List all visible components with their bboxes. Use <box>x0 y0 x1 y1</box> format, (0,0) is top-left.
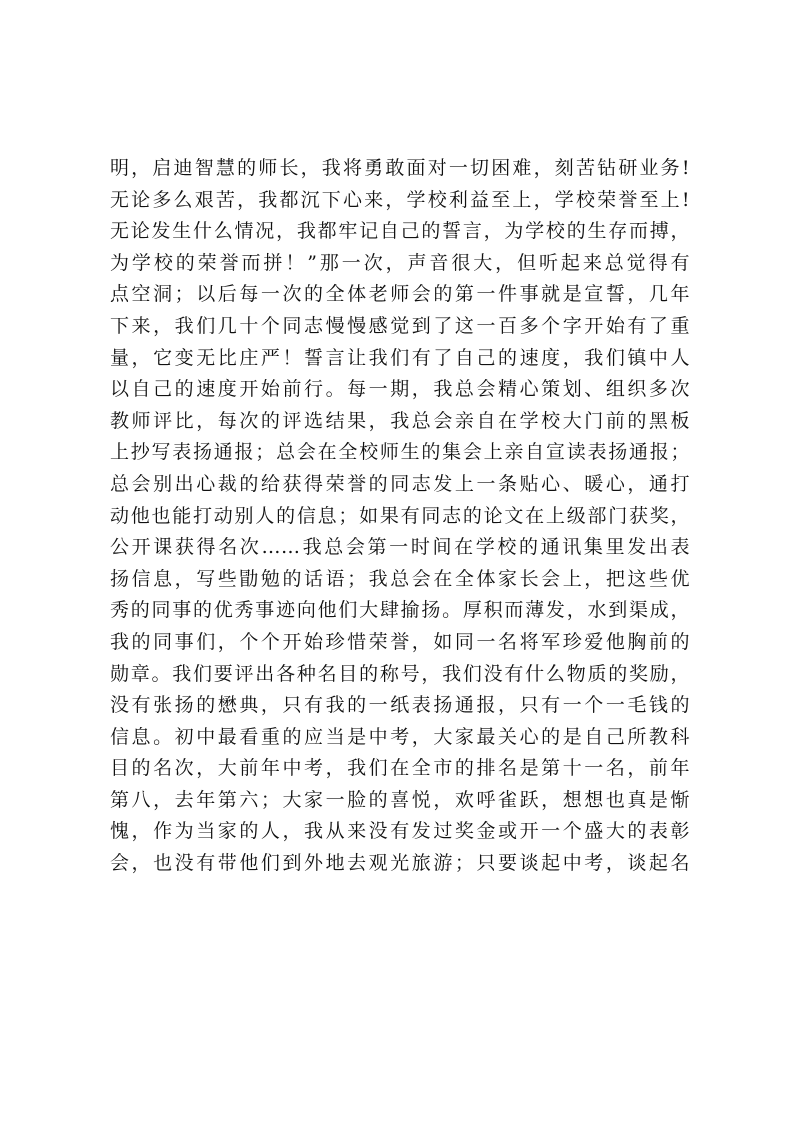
text-line: 教师评比，每次的评选结果，我总会亲自在学校大门前的黑板 <box>110 409 690 432</box>
text-line: 点空洞；以后每一次的全体老师会的第一件事就是宣誓，几年 <box>110 283 690 306</box>
text-line: 量，它变无比庄严！誓言让我们有了自己的速度，我们镇中人 <box>110 346 690 369</box>
text-line: 秀的同事的优秀事迹向他们大肆揄扬。厚积而薄发，水到渠成， <box>110 599 690 622</box>
text-line: 公开课获得名次……我总会第一时间在学校的通讯集里发出表 <box>110 536 690 559</box>
text-line: 总会别出心裁的给获得荣誉的同志发上一条贴心、暖心，通打 <box>110 472 690 495</box>
text-line: 第八，去年第六；大家一脸的喜悦，欢呼雀跃，想想也真是惭 <box>110 788 690 811</box>
text-line: 我的同事们，个个开始珍惜荣誉，如同一名将军珍爱他胸前的 <box>110 630 690 653</box>
text-line: 动他也能打动别人的信息；如果有同志的论文在上级部门获奖， <box>110 504 690 527</box>
body-text <box>110 153 690 880</box>
text-line: 会，也没有带他们到外地去观光旅游；只要谈起中考，谈起名 <box>110 852 690 875</box>
text-line: 下来，我们几十个同志慢慢感觉到了这一百多个字开始有了重 <box>110 314 690 337</box>
text-line: 勋章。我们要评出各种名目的称号，我们没有什么物质的奖励， <box>110 662 690 685</box>
text-line: 目的名次，大前年中考，我们在全市的排名是第十一名，前年 <box>110 757 690 780</box>
text-line: 以自己的速度开始前行。每一期，我总会精心策划、组织多次 <box>110 378 690 401</box>
text-line: 愧，作为当家的人，我从来没有发过奖金或开一个盛大的表彰 <box>110 820 690 843</box>
text-line: 为学校的荣誉而拼！”那一次，声音很大，但听起来总觉得有 <box>110 251 690 274</box>
text-line: 扬信息，写些勖勉的话语；我总会在全体家长会上，把这些优 <box>110 567 690 590</box>
text-line: 明，启迪智慧的师长，我将勇敢面对一切困难，刻苦钻研业务! <box>110 157 690 179</box>
text-line: 无论发生什么情况，我都牢记自己的誓言，为学校的生存而搏， <box>110 220 690 243</box>
text-line: 没有张扬的懋典，只有我的一纸表扬通报，只有一个一毛钱的 <box>110 694 690 717</box>
text-line: 上抄写表扬通报；总会在全校师生的集会上亲自宣读表扬通报； <box>110 441 690 464</box>
text-line: 信息。初中最看重的应当是中考，大家最关心的是自己所教科 <box>110 725 690 748</box>
text-line: 无论多么艰苦，我都沉下心来，学校利益至上，学校荣誉至上! <box>110 188 690 211</box>
